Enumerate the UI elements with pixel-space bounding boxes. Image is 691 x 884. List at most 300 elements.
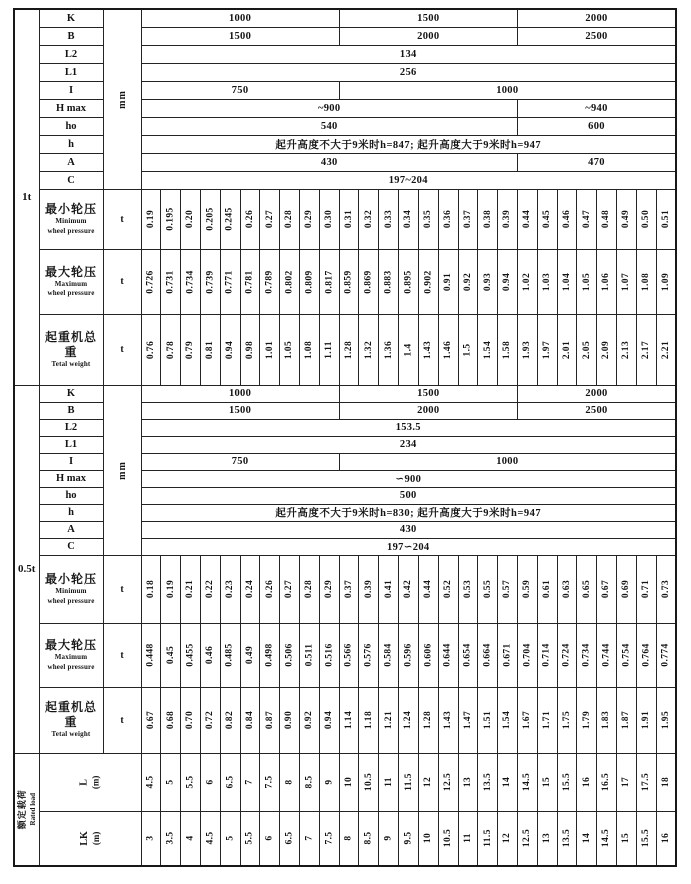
value-cell xyxy=(359,314,379,385)
param-name: C xyxy=(39,538,103,555)
rotate-box xyxy=(280,579,299,599)
rotated-text: 2.01 xyxy=(561,340,572,359)
rotated-text: 0.94 xyxy=(324,710,335,730)
rotated-text: 0.71 xyxy=(641,579,652,599)
value-cell xyxy=(200,189,220,249)
rotate-box xyxy=(478,829,497,848)
param-value: 1000 xyxy=(339,453,676,470)
value-cell xyxy=(478,189,498,249)
rotated-text: 1.46 xyxy=(443,340,454,359)
rotate-box xyxy=(359,209,378,229)
span-value-cell xyxy=(141,811,161,866)
rotated-text: 15.5 xyxy=(561,772,572,792)
value-cell xyxy=(617,249,637,314)
rotated-text: 16.5 xyxy=(601,772,612,792)
rotate-box xyxy=(161,340,180,359)
rotated-text: 13.5 xyxy=(482,772,493,792)
rotated-text: 0.51 xyxy=(660,209,671,229)
rotated-text: 0.67 xyxy=(601,579,612,599)
rotated-text: 1.43 xyxy=(443,710,454,730)
rotate-box xyxy=(161,269,180,294)
row-label-zh: 最大轮压 xyxy=(44,264,97,279)
rotated-text: 0.817 xyxy=(324,269,335,294)
param-name: L1 xyxy=(39,436,103,453)
param-value: 1500 xyxy=(339,9,517,27)
value-cell xyxy=(656,687,676,753)
span-value-cell xyxy=(260,811,280,866)
param-value: 1500 xyxy=(339,385,517,402)
param-value: 500 xyxy=(141,487,676,504)
rotated-text: 0.70 xyxy=(185,710,196,730)
param-name: h xyxy=(39,504,103,521)
value-cell xyxy=(339,555,359,623)
rotated-text: 0.724 xyxy=(561,643,572,667)
spec-table xyxy=(13,8,677,867)
rotate-box xyxy=(142,269,161,294)
rotate-box xyxy=(657,209,675,229)
value-cell xyxy=(537,314,557,385)
rotate-box xyxy=(518,643,537,667)
row-label xyxy=(39,555,103,623)
rotated-text: 8 xyxy=(344,835,355,841)
rotated-text: 15 xyxy=(542,776,553,788)
span-value-cell xyxy=(339,753,359,811)
span-value-cell xyxy=(478,811,498,866)
value-cell xyxy=(181,249,201,314)
rotate-box xyxy=(657,579,675,599)
value-cell xyxy=(240,555,260,623)
rotated-text: 11 xyxy=(462,833,473,844)
rotated-text: 0.44 xyxy=(423,579,434,599)
span-value-cell xyxy=(181,753,201,811)
rotate-box xyxy=(439,643,458,667)
rotate-box xyxy=(399,710,418,730)
value-cell xyxy=(517,623,537,687)
rotated-text: 0.84 xyxy=(244,710,255,730)
value-cell xyxy=(200,555,220,623)
rotate-box xyxy=(320,777,339,787)
param-name: ho xyxy=(39,487,103,504)
value-cell xyxy=(359,249,379,314)
rotated-text: 14 xyxy=(502,776,513,788)
param-name: B xyxy=(39,402,103,419)
param-value: 1000 xyxy=(339,81,676,99)
value-cell xyxy=(181,687,201,753)
param-value: 750 xyxy=(141,453,339,470)
row-label-en: wheel pressure xyxy=(47,226,95,235)
rotate-box xyxy=(260,643,279,667)
value-cell xyxy=(617,314,637,385)
value-cell xyxy=(339,687,359,753)
rotate-box xyxy=(558,643,577,667)
row-label-zh: 最大轮压 xyxy=(44,638,97,653)
rotate-box xyxy=(478,643,497,667)
rotated-text: 3 xyxy=(145,835,156,841)
span-value-cell xyxy=(161,753,181,811)
load-label: 1t xyxy=(14,9,39,385)
rotated-text: 1.03 xyxy=(542,272,553,291)
rotated-text: mm xyxy=(116,460,128,480)
value-cell xyxy=(557,189,577,249)
rotate-box xyxy=(260,209,279,229)
rotated-text: 2.21 xyxy=(660,340,671,359)
rotate-box xyxy=(340,579,359,599)
span-value-cell xyxy=(359,753,379,811)
rotate-box xyxy=(498,777,517,787)
param-row xyxy=(14,9,676,27)
rotated-text: 17.5 xyxy=(641,772,652,792)
rotate-box xyxy=(280,209,299,229)
rotated-text: 1.02 xyxy=(522,272,533,291)
rotate-box xyxy=(181,833,200,843)
rotate-box xyxy=(577,777,596,787)
span-value-cell xyxy=(636,811,656,866)
rotated-text: 0.78 xyxy=(165,340,176,359)
rotate-box xyxy=(241,340,260,359)
value-cell xyxy=(557,687,577,753)
rotated-text: 16 xyxy=(660,833,671,844)
rotated-text: 12.5 xyxy=(522,829,533,848)
rotated-text: 0.27 xyxy=(264,209,275,229)
rotated-text: 0.18 xyxy=(145,579,156,599)
rotate-box xyxy=(518,272,537,291)
value-cell xyxy=(537,555,557,623)
rotated-text: 0.774 xyxy=(660,643,671,667)
rotated-text: 0.744 xyxy=(601,643,612,667)
rotate-box xyxy=(104,460,141,480)
rotate-box xyxy=(558,710,577,730)
value-cell xyxy=(339,189,359,249)
rotate-box xyxy=(478,272,497,291)
rotated-text: 8.5 xyxy=(304,775,315,789)
data-row xyxy=(14,623,676,687)
rotate-box xyxy=(201,207,220,231)
rotate-box xyxy=(518,710,537,730)
row-unit: t xyxy=(103,555,141,623)
param-value: ~900 xyxy=(141,99,517,117)
rated-load-en: Rated load xyxy=(28,793,37,826)
value-cell xyxy=(359,623,379,687)
rotated-text: 0.22 xyxy=(205,579,216,599)
rotate-box xyxy=(597,340,616,359)
rotate-box xyxy=(340,643,359,667)
span-value-cell xyxy=(220,811,240,866)
rotate-box xyxy=(359,710,378,730)
rotate-box xyxy=(181,209,200,229)
value-cell xyxy=(498,189,518,249)
value-cell xyxy=(161,555,181,623)
value-cell xyxy=(359,687,379,753)
rotated-text: 1.14 xyxy=(344,710,355,730)
rotated-text: 1.91 xyxy=(641,710,652,730)
rotated-text: 1.83 xyxy=(601,710,612,730)
rotated-text: 0.448 xyxy=(145,643,156,667)
rotated-text: 0.36 xyxy=(443,209,454,229)
value-cell xyxy=(240,249,260,314)
rotate-box xyxy=(419,269,438,294)
rotated-text: 0.92 xyxy=(304,710,315,730)
value-cell xyxy=(379,623,399,687)
rotated-text: 0.789 xyxy=(264,269,275,294)
rated-load-label xyxy=(14,753,39,866)
param-name: I xyxy=(39,81,103,99)
param-name: A xyxy=(39,521,103,538)
row-label xyxy=(39,623,103,687)
value-cell xyxy=(557,623,577,687)
value-cell xyxy=(438,249,458,314)
rotated-text: 1.18 xyxy=(363,710,374,730)
rotate-box xyxy=(577,579,596,599)
span-value-cell xyxy=(240,753,260,811)
rotated-text: 1.08 xyxy=(304,340,315,359)
rated-load-zh: 额定载荷 xyxy=(16,789,27,830)
rotate-box xyxy=(359,340,378,359)
rotated-text: 0.98 xyxy=(244,340,255,359)
rotate-box xyxy=(241,579,260,599)
rotate-box xyxy=(459,710,478,730)
rotate-box xyxy=(379,340,398,359)
rated-load-text xyxy=(16,789,38,829)
rotated-text: 0.38 xyxy=(482,209,493,229)
rotated-text: 0.28 xyxy=(304,579,315,599)
rotated-text: 0.46 xyxy=(205,645,216,665)
value-cell xyxy=(517,687,537,753)
rotate-box xyxy=(419,833,438,843)
span-value-cell xyxy=(656,753,676,811)
rotate-box xyxy=(379,579,398,599)
rotate-box xyxy=(538,340,557,359)
span-value-cell xyxy=(438,811,458,866)
rotated-text: 0.498 xyxy=(264,643,275,667)
rotated-text: 1.32 xyxy=(363,340,374,359)
rotated-text: 0.28 xyxy=(284,209,295,229)
rotated-text: 3.5 xyxy=(165,831,176,845)
value-cell xyxy=(517,189,537,249)
span-label-line: (m) xyxy=(90,775,101,789)
rotated-text: 16 xyxy=(581,776,592,788)
rotated-text: 0.895 xyxy=(403,269,414,294)
rotated-text: 15.5 xyxy=(641,829,652,848)
span-label-line: LK xyxy=(78,831,90,846)
rotated-text: 1.54 xyxy=(482,340,493,359)
rotate-box xyxy=(320,340,339,359)
rotate-box xyxy=(320,833,339,843)
span-value-cell xyxy=(498,811,518,866)
footer-row xyxy=(14,811,676,866)
rotate-box xyxy=(260,579,279,599)
rotated-text: 1.71 xyxy=(542,710,553,730)
value-cell xyxy=(498,314,518,385)
row-label-en: Minimum xyxy=(55,217,87,226)
value-cell xyxy=(240,687,260,753)
rotate-box xyxy=(459,777,478,787)
value-cell xyxy=(280,687,300,753)
rotate-box xyxy=(320,209,339,229)
rotate-box xyxy=(538,833,557,843)
value-cell xyxy=(141,249,161,314)
rotated-text: 0.92 xyxy=(462,272,473,291)
param-name: h xyxy=(39,135,103,153)
rotate-box xyxy=(241,833,260,843)
rotate-box xyxy=(280,340,299,359)
value-cell xyxy=(418,189,438,249)
param-name: L2 xyxy=(39,45,103,63)
rotate-box xyxy=(300,340,319,359)
value-cell xyxy=(577,555,597,623)
rotated-text: 0.69 xyxy=(621,579,632,599)
param-value: 470 xyxy=(517,153,676,171)
value-cell xyxy=(517,555,537,623)
row-unit: t xyxy=(103,623,141,687)
value-cell xyxy=(141,189,161,249)
rotate-box xyxy=(577,833,596,843)
value-cell xyxy=(597,687,617,753)
rotated-text: 0.771 xyxy=(225,269,236,294)
value-cell xyxy=(319,687,339,753)
value-cell xyxy=(656,555,676,623)
rotate-box xyxy=(201,833,220,843)
rotated-text: 0.566 xyxy=(344,643,355,667)
rotate-box xyxy=(597,209,616,229)
value-cell xyxy=(300,249,320,314)
rotate-box xyxy=(637,643,656,667)
rotate-box xyxy=(280,833,299,843)
param-value: ~940 xyxy=(517,99,676,117)
param-name: L2 xyxy=(39,419,103,436)
param-value: 2500 xyxy=(517,27,676,45)
param-value: 2000 xyxy=(339,402,517,419)
param-value: 134 xyxy=(141,45,676,63)
rotate-box xyxy=(637,272,656,291)
rotated-text: 10.5 xyxy=(363,772,374,792)
row-label-en: Maximum xyxy=(54,653,88,662)
span-label xyxy=(39,753,141,811)
param-value: 1000 xyxy=(141,9,339,27)
value-cell xyxy=(498,687,518,753)
rotated-text: 1.28 xyxy=(344,340,355,359)
value-cell xyxy=(418,555,438,623)
row-unit: t xyxy=(103,314,141,385)
span-value-cell xyxy=(597,811,617,866)
value-cell xyxy=(478,555,498,623)
data-row xyxy=(14,555,676,623)
rotate-box xyxy=(518,209,537,229)
value-cell xyxy=(220,555,240,623)
span-value-cell xyxy=(220,753,240,811)
param-name: ho xyxy=(39,117,103,135)
rotated-text: 0.859 xyxy=(344,269,355,294)
rotate-box xyxy=(577,340,596,359)
value-cell xyxy=(220,189,240,249)
rotate-box xyxy=(597,579,616,599)
rotate-box xyxy=(241,777,260,787)
value-cell xyxy=(458,687,478,753)
rotate-box xyxy=(617,777,636,787)
rotated-text: 0.87 xyxy=(264,710,275,730)
span-value-cell xyxy=(260,753,280,811)
rotate-box xyxy=(478,340,497,359)
rotated-text: 0.90 xyxy=(284,710,295,730)
rotated-text: 0.883 xyxy=(383,269,394,294)
span-value-cell xyxy=(240,811,260,866)
rotated-text: 0.93 xyxy=(482,272,493,291)
rotated-text: 12.5 xyxy=(443,772,454,792)
rotate-box xyxy=(359,269,378,294)
param-value: 197∽204 xyxy=(141,538,676,555)
value-cell xyxy=(438,623,458,687)
rotated-text: 0.29 xyxy=(324,579,335,599)
value-cell xyxy=(280,314,300,385)
rotate-box xyxy=(637,710,656,730)
rotated-text: 9.5 xyxy=(403,831,414,845)
rotate-box xyxy=(142,710,161,730)
rotated-text: 5 xyxy=(165,779,176,785)
param-name: L1 xyxy=(39,63,103,81)
span-value-cell xyxy=(280,811,300,866)
value-cell xyxy=(399,314,419,385)
rotate-box xyxy=(300,833,319,843)
rotate-box xyxy=(221,777,240,787)
rotate-box xyxy=(617,340,636,359)
value-cell xyxy=(181,623,201,687)
rotated-text: 0.23 xyxy=(225,579,236,599)
spec-table-body xyxy=(14,9,676,866)
param-value: 2000 xyxy=(517,9,676,27)
rotate-box xyxy=(300,710,319,730)
rotate-box xyxy=(419,340,438,359)
row-label xyxy=(39,314,103,385)
rotated-text: 18 xyxy=(660,776,671,788)
value-cell xyxy=(537,189,557,249)
rotate-box xyxy=(320,643,339,667)
value-cell xyxy=(141,555,161,623)
rotated-text: 0.30 xyxy=(324,209,335,229)
rotate-box xyxy=(181,579,200,599)
row-label xyxy=(39,189,103,249)
rotate-box xyxy=(617,272,636,291)
rotated-text: 0.33 xyxy=(383,209,394,229)
rotated-text: 7 xyxy=(244,779,255,785)
data-row xyxy=(14,314,676,385)
param-name: K xyxy=(39,9,103,27)
rotate-box xyxy=(478,579,497,599)
value-cell xyxy=(399,555,419,623)
rotate-box xyxy=(161,579,180,599)
rotate-box xyxy=(201,340,220,359)
rotated-text: 1.01 xyxy=(264,340,275,359)
rotate-box xyxy=(597,772,616,792)
rotate-box xyxy=(359,579,378,599)
rotated-text: 2.17 xyxy=(641,340,652,359)
value-cell xyxy=(656,314,676,385)
span-value-cell xyxy=(300,753,320,811)
rotate-box xyxy=(379,209,398,229)
rotate-box xyxy=(161,710,180,730)
rotated-text: 0.20 xyxy=(185,209,196,229)
value-cell xyxy=(617,623,637,687)
value-cell xyxy=(636,623,656,687)
value-cell xyxy=(339,249,359,314)
rotate-box xyxy=(419,710,438,730)
rotated-text: 0.68 xyxy=(165,710,176,730)
rotate-box xyxy=(538,272,557,291)
rotated-text: 0.82 xyxy=(225,710,236,730)
value-cell xyxy=(577,623,597,687)
rotate-box xyxy=(498,340,517,359)
value-cell xyxy=(260,555,280,623)
rotate-box xyxy=(260,710,279,730)
rotate-box xyxy=(538,710,557,730)
